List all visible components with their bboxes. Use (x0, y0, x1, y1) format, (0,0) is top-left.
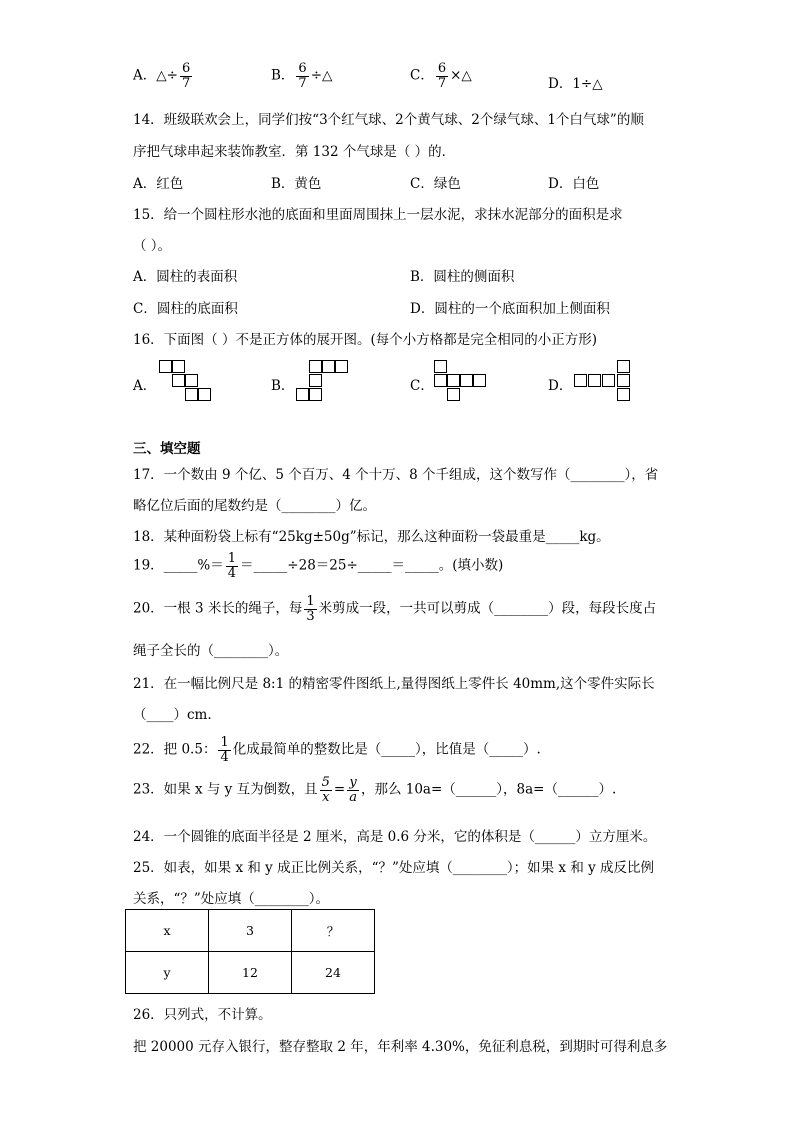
q15-option-b: B．圆柱的侧面积 (410, 269, 515, 285)
table-cell: x (126, 910, 209, 952)
q16-line1: 16．下面图（ ）不是正方体的展开图。(每个小方格都是完全相同的小正方形) (133, 332, 598, 348)
table-row (126, 952, 375, 994)
q21-line1: 21．在一幅比例尺是 8:1 的精密零件图纸上,量得图纸上零件长 40mm,这个零件实际长 (133, 676, 655, 692)
fraction: $\frac{6}{7}$ (298, 61, 307, 91)
table-cell: 3 (209, 910, 292, 952)
q14-option-d: D．白色 (548, 176, 600, 192)
q23-line: 23．如果 x 与 y 互为倒数，且 $\frac{5}{x}$ = $\frac{y}{a}$ ，那么 10a=（______），8a=（______）. (133, 775, 617, 805)
q13-options (133, 62, 653, 102)
q21-line2: （____）cm. (133, 707, 212, 723)
cube-net-b-figure (296, 360, 356, 405)
table-cell: 24 (292, 952, 375, 994)
q17-line2: 略亿位后面的尾数约是（________）亿。 (133, 498, 376, 514)
q15-line1: 15．给一个圆柱形水池的底面和里面周围抹上一层水泥，求抹水泥部分的面积是求 (133, 207, 623, 223)
fraction: $\frac{6}{7}$ (437, 61, 447, 91)
q16-option-b: B． (271, 378, 295, 394)
fraction: $\frac{5}{x}$ (321, 775, 330, 805)
q14-option-a: A．红色 (133, 176, 184, 192)
q14-line1: 14．班级联欢会上，同学们按“3个红气球、2个黄气球、2个绿气球、1个白气球”的顺 (133, 112, 644, 128)
section-heading: 三、填空题 (133, 441, 201, 457)
q20-line2: 绳子全长的（________）。 (133, 643, 289, 659)
q15-line2: （ ）。 (133, 238, 172, 254)
cube-net-a-figure (159, 360, 219, 405)
q15-option-a: A．圆柱的表面积 (133, 269, 238, 285)
fraction: $\frac{1}{4}$ (220, 735, 229, 765)
q22-line: 22．把 0.5： $\frac{1}{4}$ 化成最简单的整数比是（_____），比值是（_____）. (133, 735, 541, 765)
q18-line: 18．某种面粉袋上标有“25kg±50g”标记，那么这种面粉一袋最重是_____kg。 (133, 529, 610, 545)
xy-table (125, 909, 375, 994)
q15-option-d: D．圆柱的一个底面积加上侧面积 (410, 301, 610, 317)
fraction: $\frac{6}{7}$ (181, 61, 191, 91)
q20-line1: 20．一根 3 米长的绳子，每 $\frac{1}{3}$ 米剪成一段，一共可以剪成（________）段，每段长度占 (133, 594, 657, 624)
q13-option-c: C． $\frac{6}{7}$ ×△ (410, 61, 472, 91)
table-row (126, 910, 375, 952)
q16-option-c: C． (410, 378, 434, 394)
q19-line: 19．_____%＝ $\frac{1}{4}$ ＝_____÷28＝25÷_____＝_____。(填小数) (133, 551, 504, 581)
q17-line1: 17．一个数由 9 个亿、5 个百万、4 个十万、8 个千组成，这个数写作（________），省 (133, 467, 659, 483)
table-cell: y (126, 952, 209, 994)
table-cell: ？ (292, 910, 375, 952)
q16-option-d: D． (548, 378, 573, 394)
q13-option-d: D．1÷△ (548, 76, 603, 92)
cube-net-c-figure (434, 360, 494, 405)
table-cell: 12 (209, 952, 292, 994)
q13-option-b: B． $\frac{6}{7}$ ÷△ (271, 61, 333, 91)
q14-line2: 序把气球串起来装饰教室．第 132 个气球是（ ）的． (133, 144, 456, 160)
q16-option-a: A． (133, 378, 157, 394)
q15-option-c: C．圆柱的底面积 (133, 301, 238, 317)
q24-line: 24．一个圆锥的底面半径是 2 厘米，高是 0.6 分米，它的体积是（______）立方厘米。 (133, 829, 657, 845)
fraction: $\frac{1}{4}$ (227, 551, 237, 581)
q26-line1: 26．只列式，不计算。 (133, 1007, 272, 1023)
q25-line1: 25．如表，如果 x 和 y 成正比例关系，“？”处应填（________）；如果 x 和 y 成反比例 (133, 860, 655, 876)
fraction: $\frac{1}{3}$ (306, 594, 315, 624)
q14-option-c: C．绿色 (410, 176, 461, 192)
cube-net-d-figure (574, 360, 634, 405)
q25-line2: 关系，“？”处应填（________）。 (133, 891, 330, 907)
q13-option-a: A．△÷ $\frac{6}{7}$ (133, 61, 191, 91)
fraction: $\frac{y}{a}$ (349, 775, 357, 805)
q26-line2: 把 20000 元存入银行，整存整取 2 年，年利率 4.30%，免征利息税，到期时可得利息多 (133, 1039, 668, 1055)
q14-option-b: B．黄色 (271, 176, 322, 192)
